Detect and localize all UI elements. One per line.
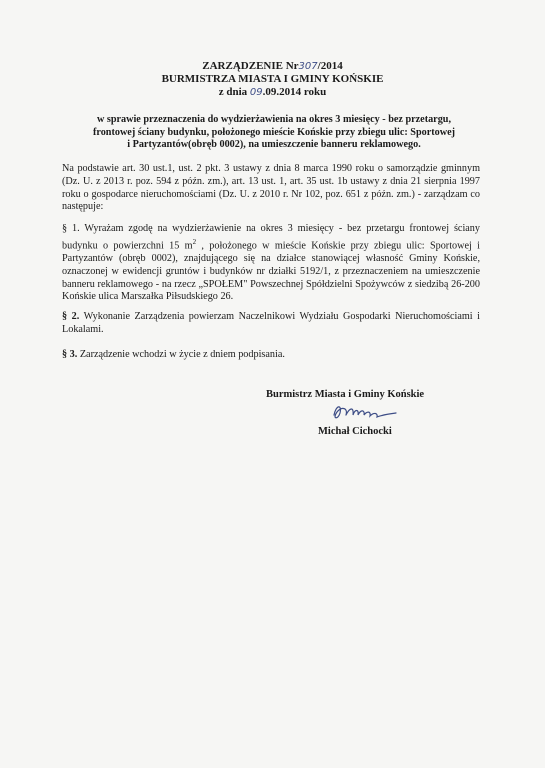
date-suffix: .09.2014 roku	[262, 86, 327, 98]
subject-line: i Partyzantów(obręb 0002), na umieszczenie banneru reklamowego.	[127, 139, 421, 150]
date-prefix: z dnia	[218, 86, 248, 98]
handwritten-signature	[328, 401, 400, 423]
subject	[70, 114, 478, 152]
paragraph-text: , położonego w mieście Końskie przy zbiegu ulic: Sportowej i Partyzantów (obręb 0002), znajdującego się na działce stanowiącej własność Gminy Końskie, oznaczonej w ewidencji gruntów i budynków nr działki 5192/1, z przeznaczeniem na umieszczenie banneru reklamowego - na rzecz „SPOŁEM" Powszechnej Spółdzielni Spożywców z siedzibą 26-200 Końskie ulica Marszałka Piłsudskiego 26.	[62, 240, 480, 303]
document-title	[0, 60, 545, 73]
paragraph-text: Zarządzenie wchodzi w życie z dniem podpisania.	[77, 349, 285, 360]
paragraph-text: Wyrażam zgodę na wydzierżawienie na okres 3 miesięcy - bez przetargu frontowej ściany budynku o powierzchni 15 m	[62, 223, 480, 252]
signatory-name: Michał Cichocki	[318, 426, 392, 437]
paragraph-text: Wykonanie Zarządzenia powierzam Naczelnikowi Wydziału Gospodarki Nieruchomościami i Lokalami.	[62, 311, 480, 335]
subject-line: w sprawie przeznaczenia do wydzierżawienia na okres 3 miesięcy - bez przetargu,	[96, 114, 452, 125]
paragraph-3	[62, 349, 480, 362]
paragraph-label: § 3.	[62, 349, 78, 360]
subject-line: frontowej ściany budynku, położonego mieście Końskie przy zbiegu ulic: Sportowej	[92, 126, 456, 138]
issuer: BURMISTRZA MIASTA I GMINY KOŃSKIE	[161, 73, 384, 85]
title-prefix: ZARZĄDZENIE Nr	[202, 60, 299, 72]
legal-basis: Na podstawie art. 30 ust.1, ust. 2 pkt. 3 ustawy z dnia 8 marca 1990 roku o samorządzie gminnym (Dz. U. z 2013 r. poz. 594 z późn. zm.), art. 13 ust. 1, art. 35 ust. 1b ustawy z dnia 21 sierpnia 1997 roku o gospodarce nieruchomościami (Dz. U. z 2010 r. Nr 102, poz. 651 z późn. zm.) - zarządzam co następuje:	[62, 163, 480, 213]
title-suffix: /2014	[317, 60, 343, 72]
paragraph-2	[62, 311, 480, 337]
paragraph-label: § 1.	[62, 223, 80, 234]
signatory-title: Burmistrz Miasta i Gminy Końskie	[266, 389, 425, 400]
document-date	[0, 86, 545, 99]
handwritten-number: 307	[298, 61, 318, 72]
superscript: 2	[192, 237, 197, 246]
paragraph-1	[62, 223, 480, 304]
handwritten-day: 09	[249, 87, 263, 98]
paragraph-label: § 2.	[62, 311, 80, 322]
